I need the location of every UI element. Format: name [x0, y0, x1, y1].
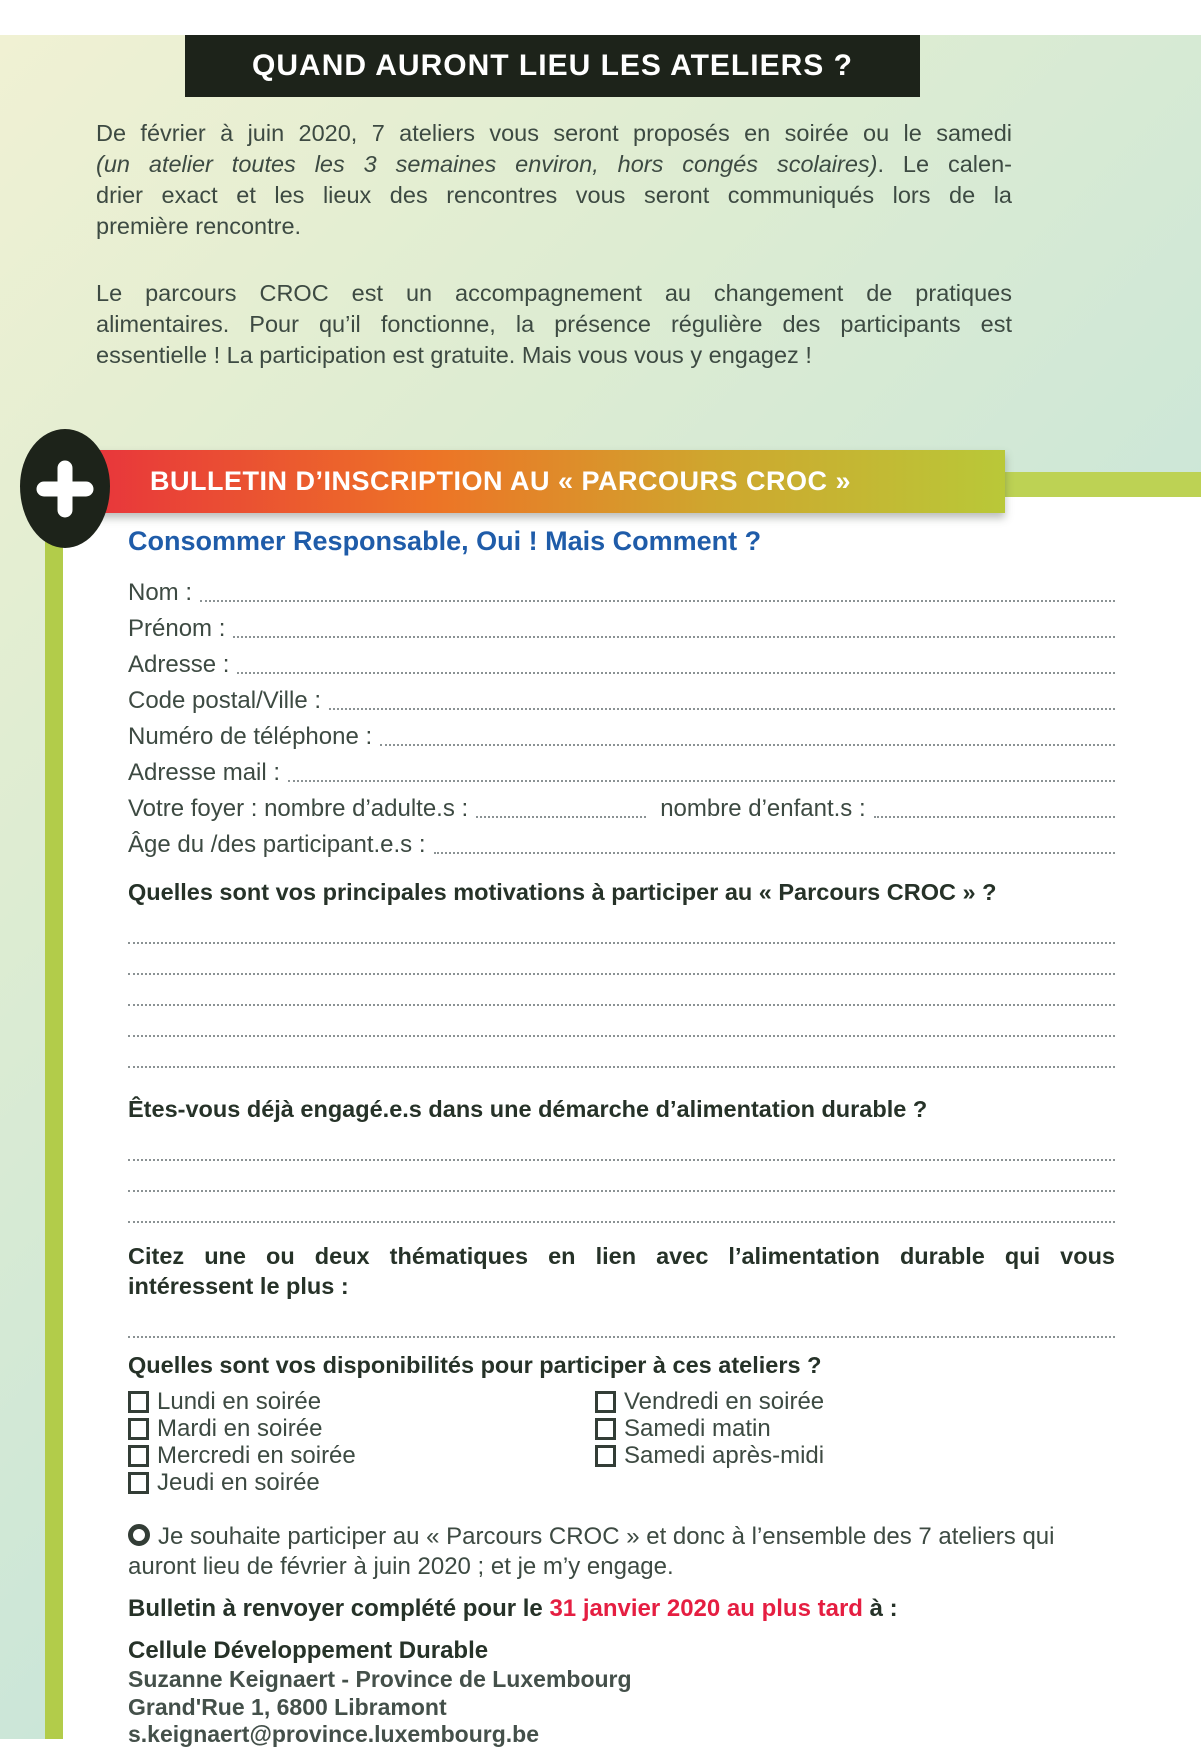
commitment-radio-icon[interactable] [128, 1524, 150, 1546]
field-label-telephone: Numéro de téléphone : [128, 723, 373, 750]
section-banner-when: QUAND AURONT LIEU LES ATELIERS ? [185, 35, 920, 97]
question-themes-line1: Citez une ou deux thématiques en lien avec l’alimentation durable qui vous [128, 1243, 1115, 1269]
answer-line[interactable] [128, 1130, 1115, 1161]
checkbox-mardi-soiree[interactable] [128, 1418, 149, 1440]
intro-p2-line2: alimentaires. Pour qu’il fonctionne, la présence régulière des participants est [96, 311, 1012, 337]
commitment-line2: auront lieu de février à juin 2020 ; et je m’y engage. [128, 1553, 674, 1580]
option-vendredi-soiree [595, 1388, 1115, 1415]
question-motivations: Quelles sont vos principales motivations à participer au « Parcours CROC » ? [128, 879, 997, 905]
checkbox-label: Lundi en soirée [157, 1387, 322, 1415]
intro-paragraphs [96, 118, 1012, 371]
deadline-date: 31 janvier 2020 au plus tard [549, 1595, 863, 1622]
deadline-notice [128, 1594, 1115, 1624]
question-engaged: Êtes-vous déjà engagé.e.s dans une démarche d’alimentation durable ? [128, 1096, 928, 1122]
commitment-text-line1: Je souhaite participer au « Parcours CROC » et donc à l’ensemble des 7 ateliers qui [158, 1523, 1055, 1550]
checkbox-label: Mardi en soirée [157, 1414, 323, 1442]
availability-column-left [128, 1388, 595, 1496]
registration-banner-row [0, 450, 1201, 513]
field-row-prenom [128, 607, 1115, 643]
field-row-nom [128, 571, 1115, 607]
question-themes-line2: intéressent le plus : [128, 1273, 349, 1299]
field-row-adresse [128, 643, 1115, 679]
field-row-age [128, 823, 1115, 859]
answer-line[interactable] [128, 1037, 1115, 1068]
field-label-adultes: Votre foyer : nombre d’adulte.s : [128, 795, 469, 822]
answer-line[interactable] [128, 913, 1115, 944]
option-samedi-apres-midi [595, 1442, 1115, 1469]
field-label-nom: Nom : [128, 579, 193, 606]
intro-p1-line1: De février à juin 2020, 7 ateliers vous seront proposés en soirée ou le samedi [96, 120, 1012, 146]
checkbox-lundi-soiree[interactable] [128, 1391, 149, 1413]
field-label-mail: Adresse mail : [128, 759, 281, 786]
answer-line[interactable] [128, 1192, 1115, 1223]
registration-banner: BULLETIN D’INSCRIPTION AU « PARCOURS CROC » [85, 450, 1005, 513]
intro-p1-line2-rest: . Le calen- [877, 151, 1012, 177]
field-row-mail [128, 751, 1115, 787]
intro-p1-line4: première rencontre. [96, 213, 302, 239]
field-row-telephone [128, 715, 1115, 751]
top-section [0, 35, 1201, 450]
answer-line[interactable] [128, 944, 1115, 975]
banner-extension-strip [980, 472, 1201, 497]
option-lundi-soiree [128, 1388, 595, 1415]
field-label-age: Âge du /des participant.e.s : [128, 831, 426, 858]
checkbox-vendredi-soiree[interactable] [595, 1391, 616, 1413]
availability-options [128, 1388, 1115, 1496]
availability-column-right [595, 1388, 1115, 1496]
intro-p1-line2-italic: (un atelier toutes les 3 semaines environ, hors congés scolaires) [96, 151, 878, 177]
option-mercredi-soiree [128, 1442, 595, 1469]
checkbox-label: Samedi après-midi [624, 1441, 825, 1469]
option-samedi-matin [595, 1415, 1115, 1442]
motivations-answer-area [128, 913, 1115, 1068]
question-availability: Quelles sont vos disponibilités pour participer à ces ateliers ? [128, 1352, 822, 1378]
themes-answer-area [128, 1307, 1115, 1338]
deadline-prefix: Bulletin à renvoyer complété pour le [128, 1595, 550, 1622]
field-line-age[interactable] [434, 852, 1115, 854]
commitment-line1 [128, 1522, 1115, 1552]
question-themes [128, 1241, 1115, 1301]
intro-p1-line2 [96, 149, 1012, 180]
contact-name: Suzanne Keignaert - Province de Luxembourg [128, 1666, 632, 1692]
field-label-enfants: nombre d’enfant.s : [660, 795, 866, 822]
answer-line[interactable] [128, 1006, 1115, 1037]
contact-address: Grand'Rue 1, 6800 Libramont [128, 1693, 447, 1720]
plus-icon [20, 429, 110, 548]
plus-icon-glyph [37, 461, 93, 517]
option-jeudi-soiree [128, 1469, 595, 1496]
form-title: Consommer Responsable, Oui ! Mais Comment ? [128, 526, 762, 556]
intro-p2-line3: essentielle ! La participation est gratuite. Mais vous vous y engagez ! [96, 342, 812, 368]
field-line-enfants[interactable] [874, 816, 1115, 818]
checkbox-samedi-matin[interactable] [595, 1418, 616, 1440]
flyer-page [0, 35, 1201, 1747]
checkbox-mercredi-soiree[interactable] [128, 1445, 149, 1467]
field-line-code-postal[interactable] [329, 708, 1115, 710]
field-line-nom[interactable] [200, 600, 1115, 602]
contact-email: s.keignaert@province.luxembourg.be [128, 1721, 539, 1747]
field-label-prenom: Prénom : [128, 615, 226, 642]
intro-p2-line1: Le parcours CROC est un accompagnement au changement de pratiques [96, 280, 1012, 306]
field-label-code-postal: Code postal/Ville : [128, 687, 322, 714]
field-line-adultes[interactable] [476, 816, 646, 818]
engaged-answer-area [128, 1130, 1115, 1223]
field-line-telephone[interactable] [380, 744, 1115, 746]
checkbox-label: Mercredi en soirée [157, 1441, 356, 1469]
field-line-mail[interactable] [288, 780, 1115, 782]
checkbox-samedi-apres-midi[interactable] [595, 1445, 616, 1467]
checkbox-label: Jeudi en soirée [157, 1468, 320, 1496]
field-line-adresse[interactable] [237, 672, 1115, 674]
checkbox-label: Vendredi en soirée [624, 1387, 825, 1415]
field-label-adresse: Adresse : [128, 651, 230, 678]
field-row-foyer [128, 787, 1115, 823]
checkbox-jeudi-soiree[interactable] [128, 1472, 149, 1494]
checkbox-label: Samedi matin [624, 1414, 771, 1442]
field-row-code-postal [128, 679, 1115, 715]
deadline-suffix: à : [862, 1595, 898, 1622]
answer-line[interactable] [128, 1161, 1115, 1192]
field-line-prenom[interactable] [233, 636, 1115, 638]
answer-line[interactable] [128, 1307, 1115, 1338]
contact-organization: Cellule Développement Durable [128, 1637, 489, 1664]
answer-line[interactable] [128, 975, 1115, 1006]
registration-form [45, 491, 1201, 1747]
commitment-statement [128, 1522, 1115, 1582]
option-mardi-soiree [128, 1415, 595, 1442]
intro-p1-line3: drier exact et les lieux des rencontres vous seront communiqués lors de la [96, 182, 1012, 208]
